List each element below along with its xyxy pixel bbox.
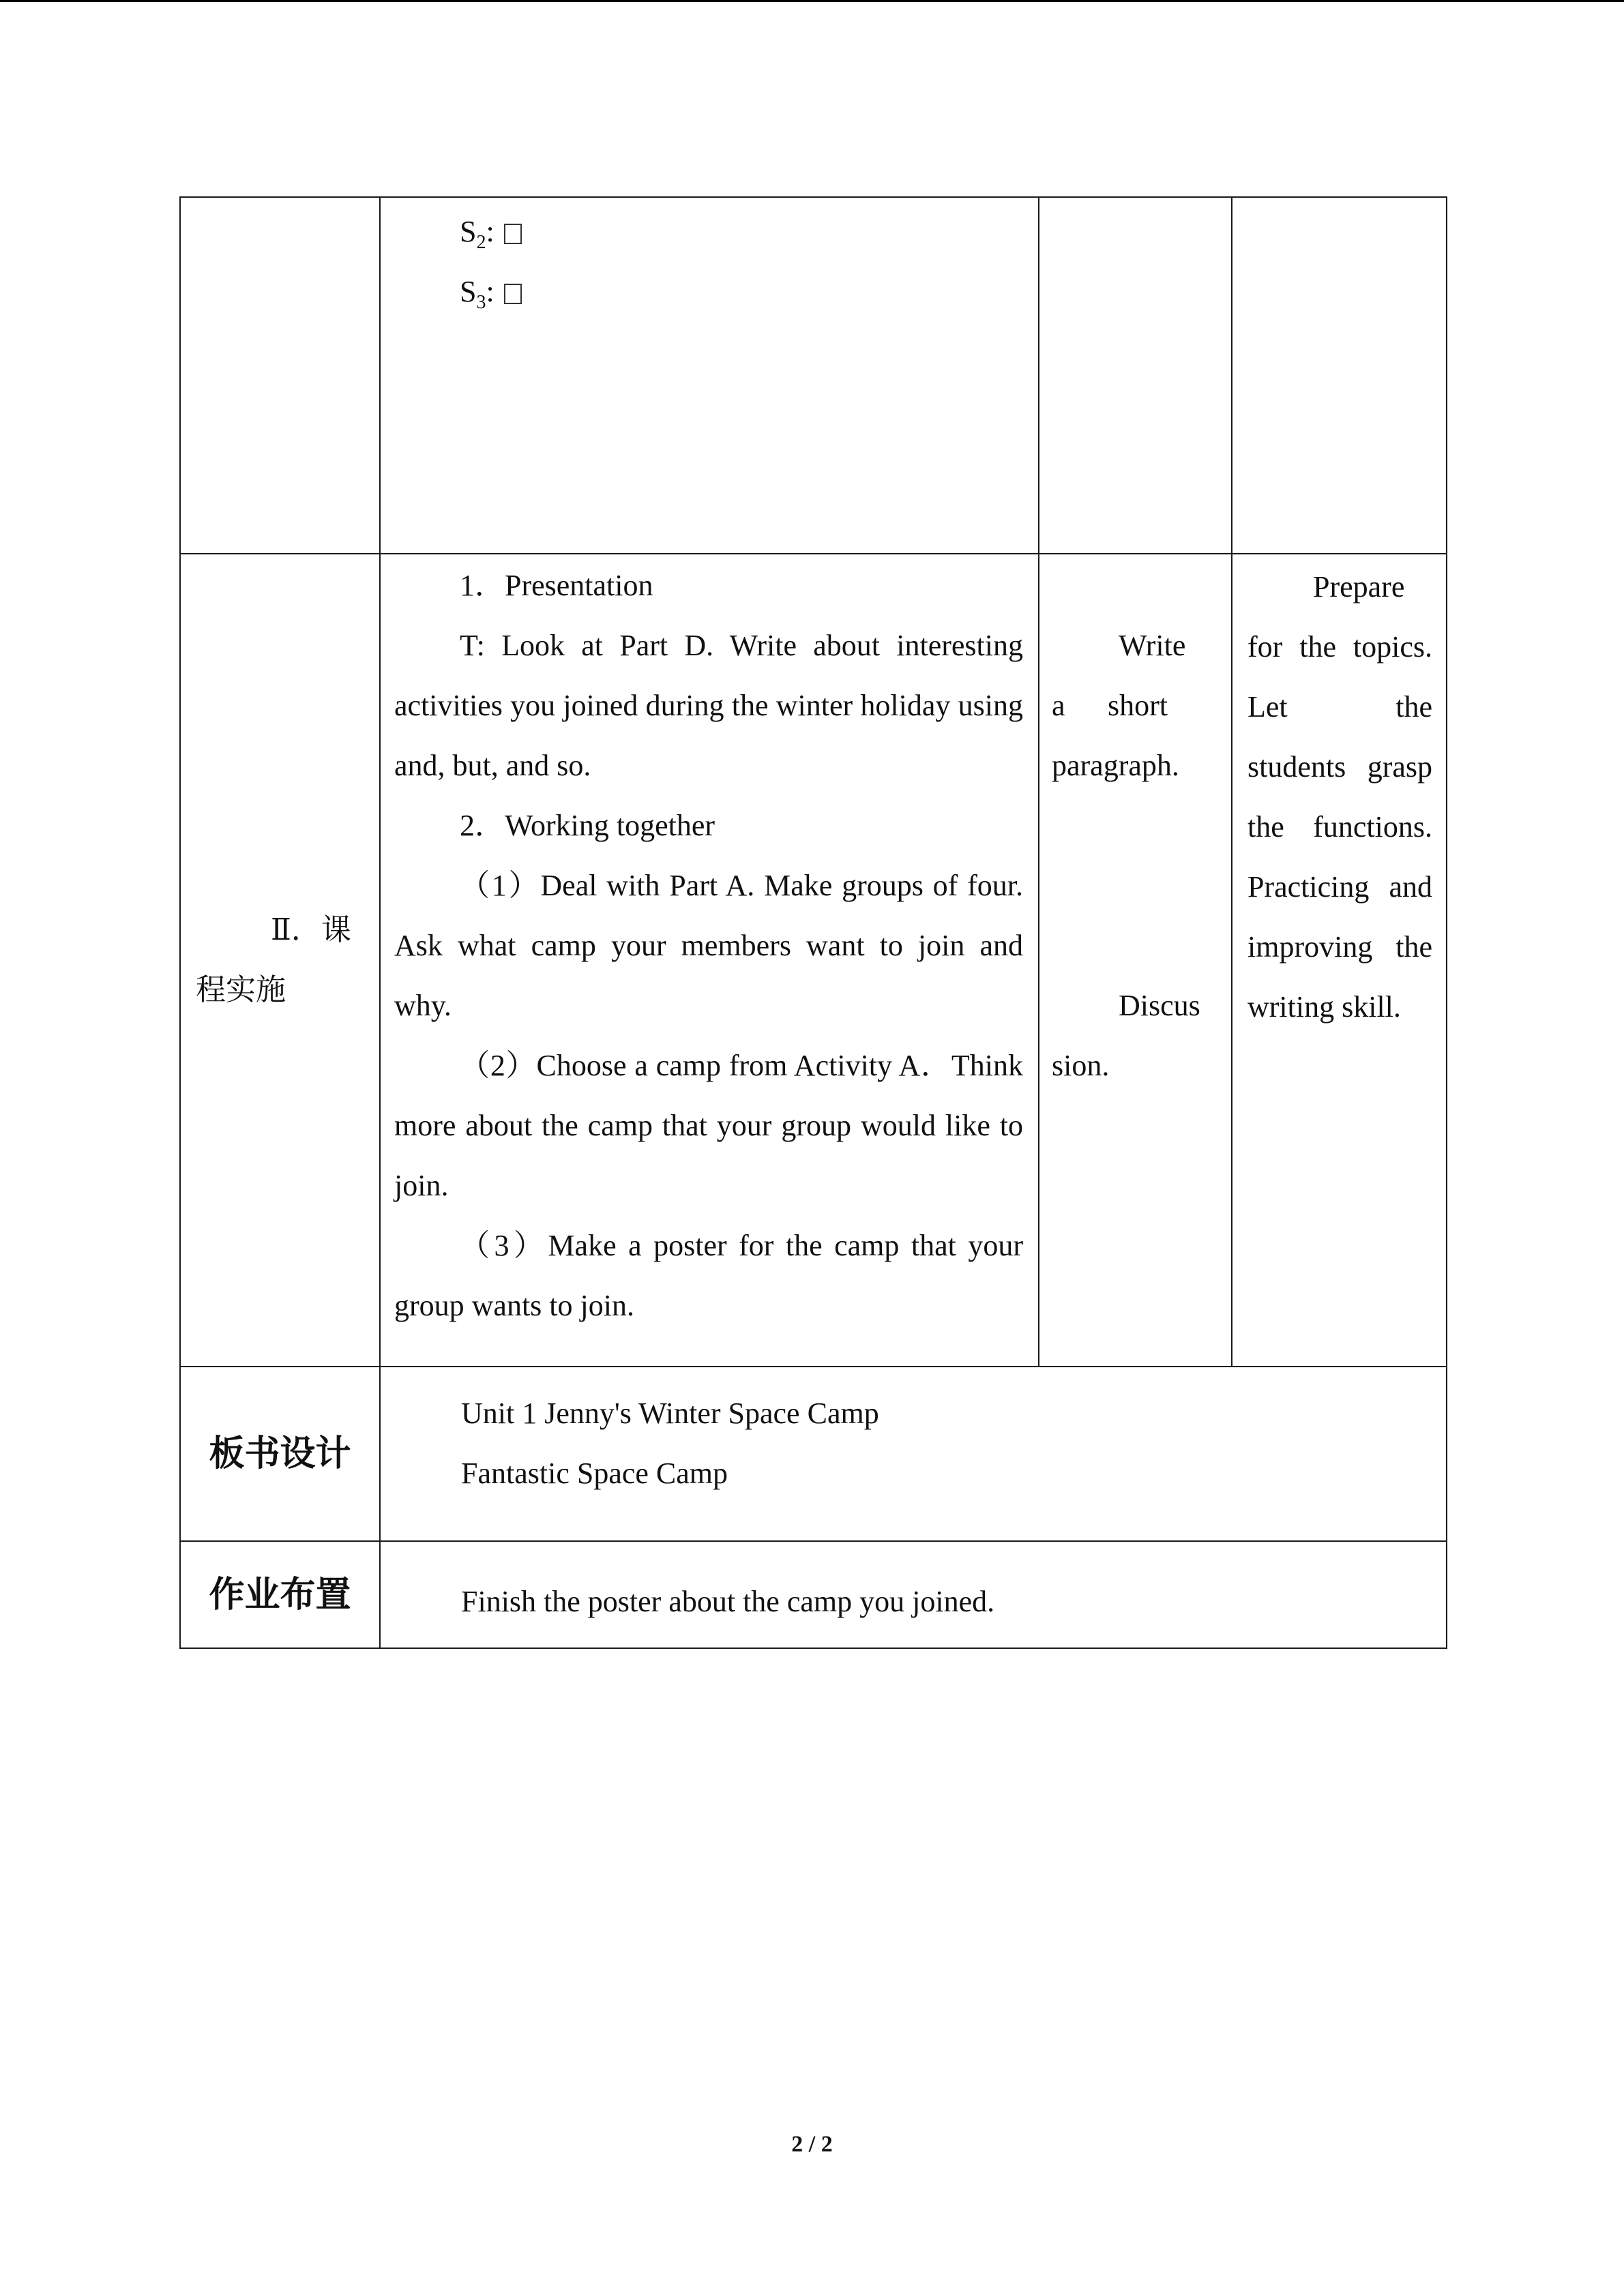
homework-text: Finish the poster about the camp you joined. <box>461 1585 995 1618</box>
step-1-text: （1）Deal with Part A. Make groups of four. Ask what camp your members want to join and why. <box>394 869 1023 1022</box>
purpose-cell <box>1232 554 1447 1367</box>
page-number: 2 / 2 <box>791 2132 833 2157</box>
dialogue-line-s2: $S_2$: <box>394 202 1023 262</box>
dialogue-line-s3: $S_3$: <box>394 262 1023 322</box>
procedure-cell-dialogue <box>380 197 1039 554</box>
table-row-implementation <box>180 554 1447 1367</box>
board-design-line-1: Unit 1 Jenny's Winter Space Camp <box>461 1397 879 1430</box>
blank-square-icon <box>504 284 522 304</box>
write-activity-text: Write a short paragraph. <box>1052 629 1186 782</box>
student-activity-cell-empty <box>1039 197 1232 554</box>
board-design-label: 板书设计 <box>180 1367 380 1541</box>
table-row-homework <box>180 1541 1447 1648</box>
purpose-cell-empty <box>1232 197 1447 554</box>
working-together-heading: 2．Working together <box>460 809 715 842</box>
step-2-text: （2）Choose a camp from Activity A．Think more about the camp that your group would like to join. <box>394 1049 1023 1202</box>
presentation-text: T: Look at Part D. Write about interesting activities you joined during the winter holiday using and, but, and so. <box>394 629 1023 782</box>
stage-label: Ⅱ．课程实施 <box>196 913 351 1007</box>
homework-cell <box>380 1541 1447 1648</box>
top-border-line <box>0 0 1624 2</box>
step-3-text: （3）Make a poster for the camp that your group wants to join. <box>394 1229 1023 1322</box>
homework-label: 作业布置 <box>180 1541 380 1648</box>
lesson-plan-table <box>179 196 1447 1649</box>
discussion-activity-part2: sion. <box>1052 1049 1110 1082</box>
presentation-heading: 1．Presentation <box>460 569 653 602</box>
stage-cell-implementation <box>180 554 380 1367</box>
table-row-continuation <box>180 197 1447 554</box>
purpose-text: Prepare for the topics. Let the students grasp the functions. Practicing and improving the writing skill. <box>1247 570 1432 1024</box>
board-design-cell <box>380 1367 1447 1541</box>
discussion-activity-part1: Discus <box>1119 989 1200 1022</box>
procedure-cell <box>380 554 1039 1367</box>
table-row-board-design <box>180 1367 1447 1541</box>
board-design-line-2: Fantastic Space Camp <box>461 1457 728 1490</box>
stage-cell-empty <box>180 197 380 554</box>
blank-square-icon <box>504 224 522 244</box>
student-activity-cell <box>1039 554 1232 1367</box>
